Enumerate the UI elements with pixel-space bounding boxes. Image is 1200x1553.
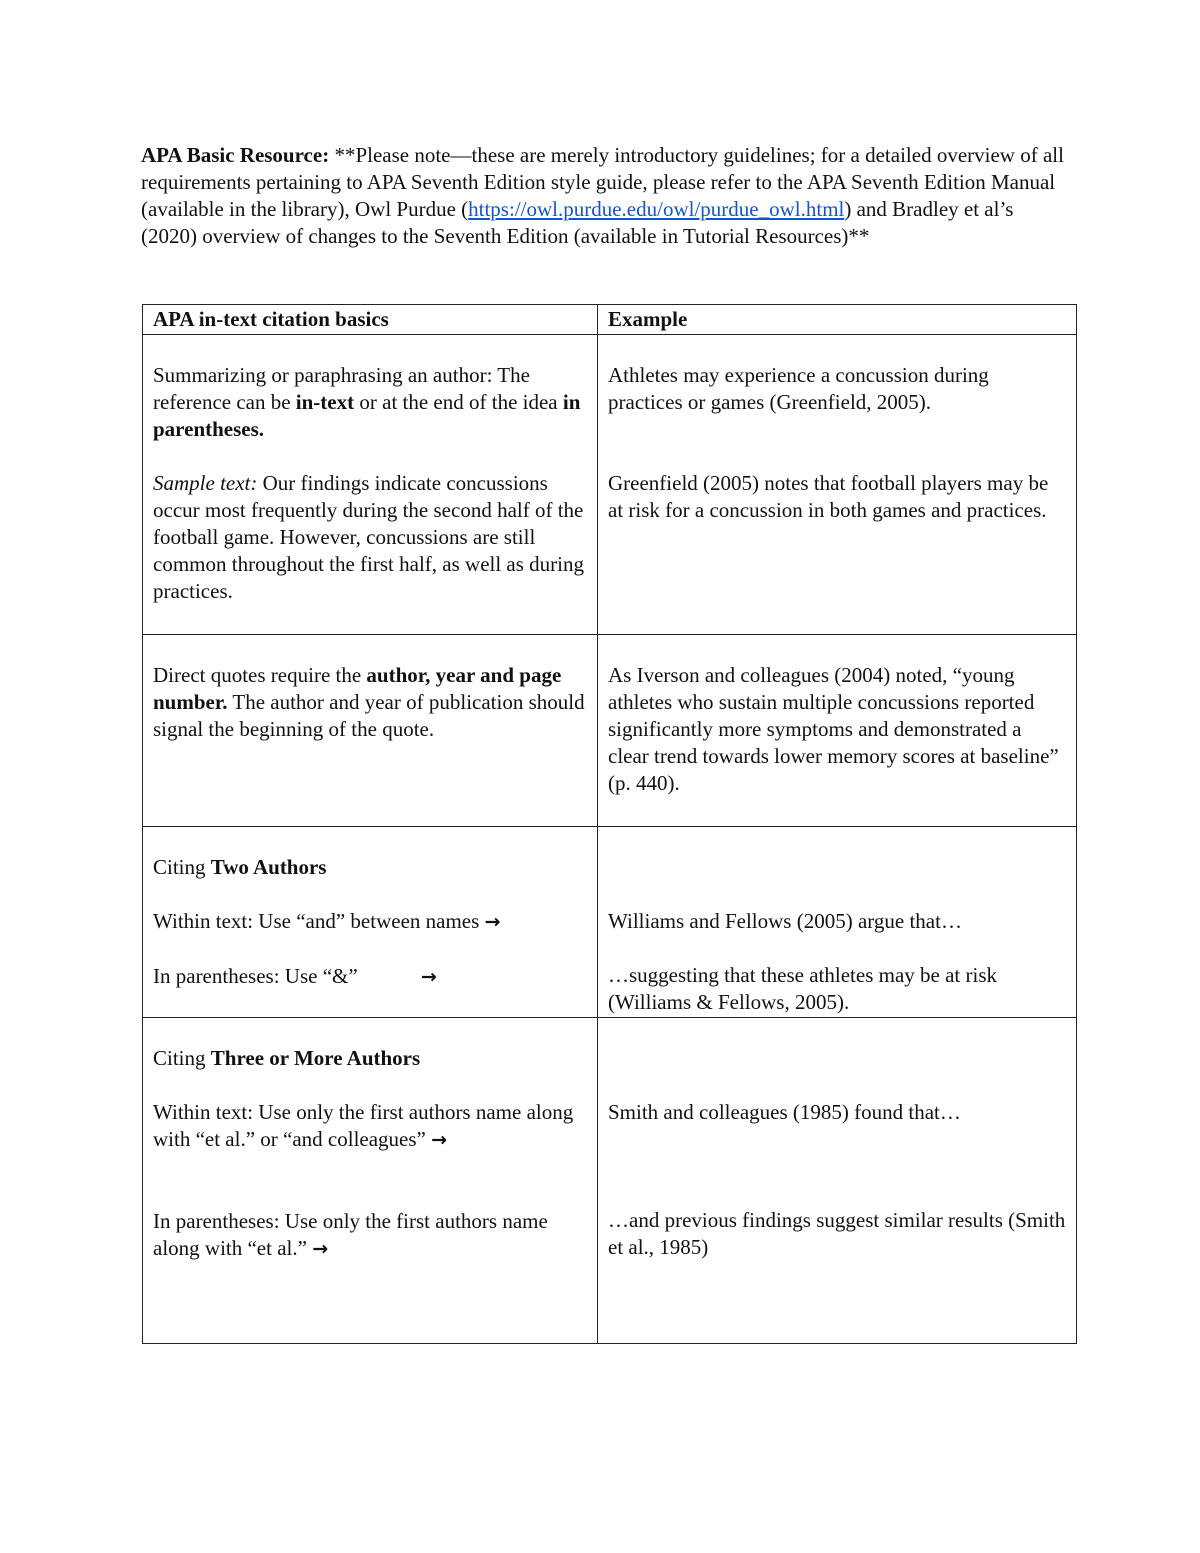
two-authors-within: Within text: Use “and” between names → <box>153 909 501 933</box>
two-authors-example-parens: …suggesting that these athletes may be at risk (Williams & Fellows, 2005). <box>608 963 997 1014</box>
direct-quote-example: As Iverson and colleagues (2004) noted, “young athletes who sustain multiple concussions reported significantly more symptoms and demonstrated a clear trend towards lower memory scores at baseline” (p. 440). <box>608 663 1059 795</box>
three-authors-example-within: Smith and colleagues (1985) found that… <box>608 1100 961 1124</box>
example-narrative: Greenfield (2005) notes that football players may be at risk for a concussion in both games and practices. <box>608 471 1049 522</box>
right-arrow-icon: → <box>431 1129 448 1151</box>
three-authors-example-parens: …and previous findings suggest similar results (Smith et al., 1985) <box>608 1208 1066 1259</box>
two-authors-example-within: Williams and Fellows (2005) argue that… <box>608 909 962 933</box>
intro-paragraph <box>141 142 1071 250</box>
right-arrow-icon: → <box>484 911 501 933</box>
basics-cell-paraphrase <box>143 335 598 635</box>
right-arrow-icon: → <box>420 966 437 988</box>
intro-bold-label: APA Basic Resource: <box>141 143 330 167</box>
header-basics: APA in-text citation basics <box>143 305 598 335</box>
intro-text: **Please note—these are merely introductory guidelines; for a detailed overview of all requirements pertaining to APA Seventh Edition style guide, please refer to the APA Seventh Edition Manual (available in the library), Owl Purdue ( <box>141 143 1064 221</box>
paraphrase-rule: Summarizing or paraphrasing an author: The reference can be in-text or at the end of the idea in parentheses. <box>153 363 581 441</box>
example-cell-paraphrase <box>598 335 1077 635</box>
table-row <box>143 335 1077 635</box>
sample-text: Sample text: Our findings indicate concussions occur most frequently during the second half of the football game. However, concussions are still common throughout the first half, as well as during practices. <box>153 471 585 603</box>
owl-purdue-link[interactable]: https://owl.purdue.edu/owl/purdue_owl.html <box>468 197 845 221</box>
basics-cell-direct-quotes <box>143 635 598 827</box>
example-parenthetical: Athletes may experience a concussion during practices or games (Greenfield, 2005). <box>608 363 989 414</box>
table-row <box>143 827 1077 1018</box>
right-arrow-icon: → <box>312 1238 329 1260</box>
three-authors-title: Citing Three or More Authors <box>153 1046 421 1070</box>
three-authors-parens: In parentheses: Use only the first authors name along with “et al.” → <box>153 1209 548 1260</box>
intro-text-end: ) and Bradley et al’s (2020) overview of changes to the Seventh Edition (available in Tutorial Resources)** <box>141 197 1014 248</box>
two-authors-title: Citing Two Authors <box>153 855 327 879</box>
header-example: Example <box>598 305 1077 335</box>
basics-cell-two-authors <box>143 827 598 1018</box>
table-row <box>143 1018 1077 1344</box>
basics-cell-three-authors <box>143 1018 598 1344</box>
example-cell-three-authors <box>598 1018 1077 1344</box>
two-authors-parens: In parentheses: Use “&” → <box>153 964 437 988</box>
example-cell-direct-quotes <box>598 635 1077 827</box>
three-authors-within: Within text: Use only the first authors name along with “et al.” or “and colleagues” → <box>153 1100 574 1151</box>
table-row <box>143 635 1077 827</box>
apa-citation-table <box>142 304 1077 1344</box>
direct-quote-rule: Direct quotes require the author, year and page number. The author and year of publication should signal the beginning of the quote. <box>153 663 585 741</box>
example-cell-two-authors <box>598 827 1077 1018</box>
